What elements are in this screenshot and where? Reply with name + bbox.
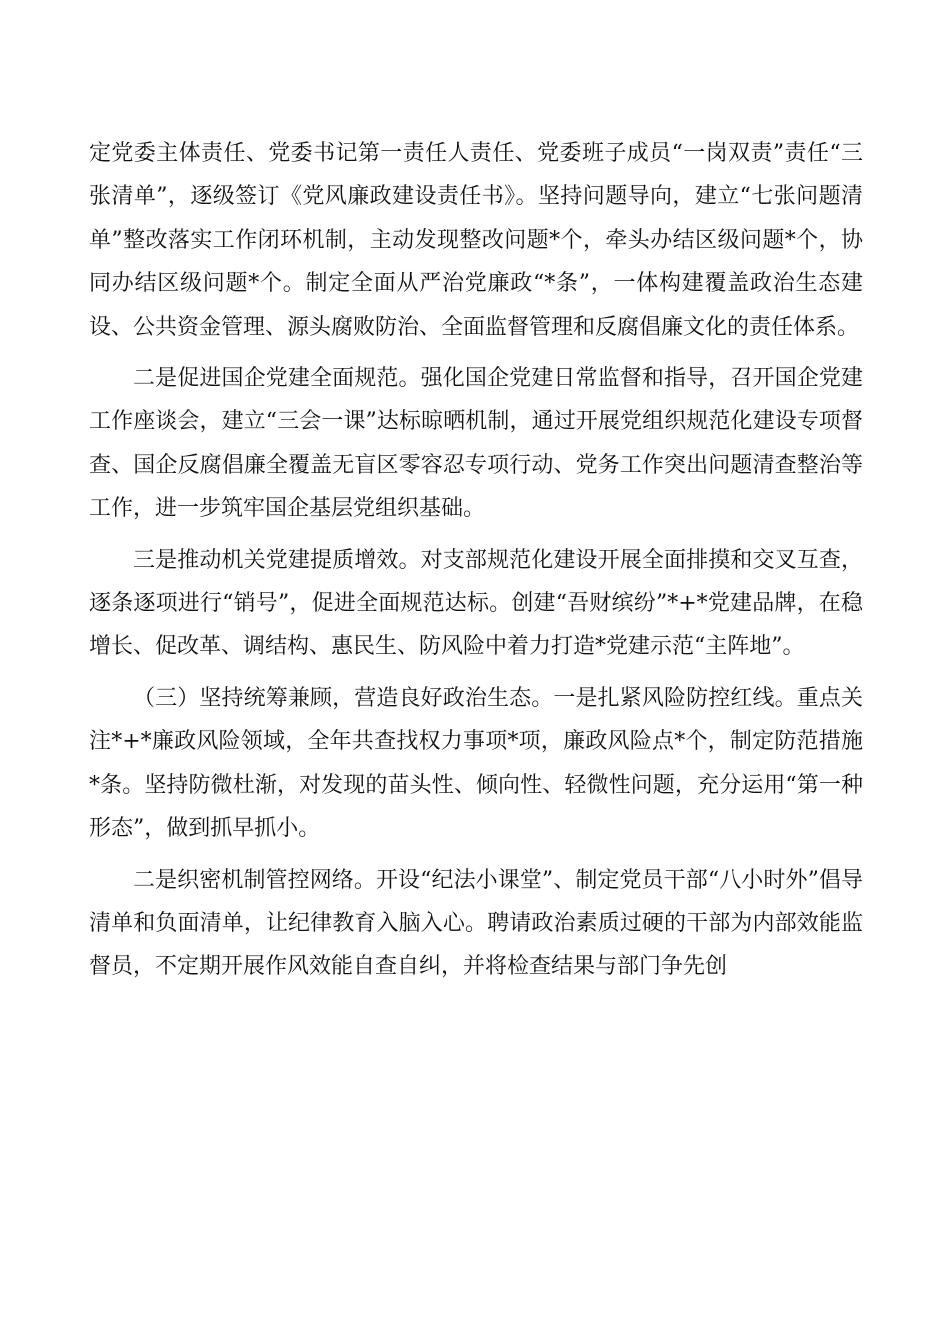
paragraph-1: 定党委主体责任、党委书记第一责任人责任、党委班子成员“一岗双责”责任“三张清单”，逐级签订《党风廉政建设责任书》。坚持问题导向，建立“七张问题清单”整改落实工作闭环机制，主动发现整改问题*个，牵头办结区级问题*个，协同办结区级问题*个。制定全面从严治党廉政“*条”，一体构建覆盖政治生态建设、公共资金管理、源头腐败防治、全面监督管理和反腐倡廉文化的责任体系。 — [89, 141, 863, 340]
paragraph-2: 二是促进国企党建全面规范。强化国企党建日常监督和指导，召开国企党建工作座谈会，建立“三会一课”达标晾晒机制，通过开展党组织规范化建设专项督查、国企反腐倡廉全覆盖无盲区零容忍专项行动、党务工作突出问题清查整治等工作，进一步筑牢国企基层党组织基础。 — [89, 366, 863, 522]
paragraph-4: （三）坚持统筹兼顾，营造良好政治生态。一是扎紧风险防控红线。重点关注*+*廉政风险领域，全年共查找权力事项*项，廉政风险点*个，制定防范措施*条。坚持防微杜渐，对发现的苗头性、倾向性、轻微性问题，充分运用“第一种形态”，做到抓早抓小。 — [89, 685, 863, 842]
paragraph-5: 二是织密机制管控网络。开设“纪法小课堂”、制定党员干部“八小时外”倡导清单和负面清单，让纪律教育入脑入心。聘请政治素质过硬的干部为内部效能监督员，不定期开展作风效能自查自纠，并将检查结果与部门争先创 — [89, 867, 863, 980]
paragraph-3: 三是推动机关党建提质增效。对支部规范化建设开展全面排摸和交叉互查，逐条逐项进行“销号”，促进全面规范达标。创建“吾财缤纷”*+*党建品牌，在稳增长、促改革、调结构、惠民生、防风险中着力打造*党建示范“主阵地”。 — [89, 547, 863, 660]
document-body — [89, 132, 863, 989]
